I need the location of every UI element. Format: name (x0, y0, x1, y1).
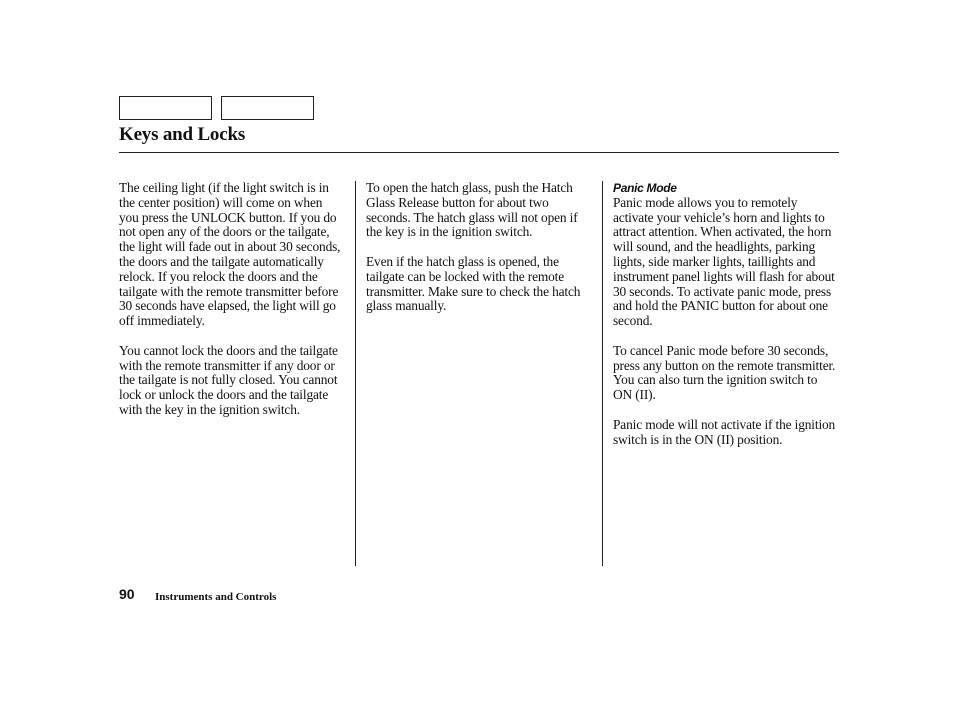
page-title: Keys and Locks (119, 124, 246, 145)
previous-page-button[interactable] (119, 96, 212, 120)
text-column-2 (366, 181, 596, 329)
paragraph-hatch-opened: Even if the hatch glass is opened, the tailgate can be locked with the remote transmitter. Make sure to check the hatch glass manually. (366, 253, 581, 314)
paragraph-ceiling-light: The ceiling light (if the light switch is in the center position) will come on when you press the UNLOCK button. If you do not open any of the doors or the tailgate, the light will fade out in about 30 seconds, the doors and the tailgate automatically relock. If you relock the doors and the tailgate with the remote transmitter before 30 seconds have elapsed, the light will go off immediately. (119, 180, 341, 329)
subheading-panic-mode: Panic Mode (613, 181, 677, 195)
paragraph-panic-mode: Panic mode allows you to remotely activate your vehicle’s horn and lights to attract attention. When activated, the horn will sound, and the headlights, parking lights, side marker lights, taillights and instrument panel lights will flash for about 30 seconds. To activate panic mode, press and hold the PANIC button for about one second. (613, 194, 835, 329)
page-number: 90 (119, 586, 135, 602)
paragraph-panic-not-activate: Panic mode will not activate if the ignition switch is in the ON (II) position. (613, 416, 836, 447)
title-divider (119, 152, 839, 153)
column-divider (602, 181, 603, 566)
footer-section-title: Instruments and Controls (155, 591, 277, 603)
column-divider (355, 181, 356, 566)
next-page-button[interactable] (221, 96, 314, 120)
paragraph-cancel-panic: To cancel Panic mode before 30 seconds, press any button on the remote transmitter. You can also turn the ignition switch to ON (II). (613, 342, 836, 403)
paragraph-open-hatch: To open the hatch glass, push the Hatch Glass Release button for about two seconds. The hatch glass will not open if the key is in the ignition switch. (366, 180, 578, 240)
text-column-1 (119, 181, 344, 433)
paragraph-cannot-lock: You cannot lock the doors and the tailgate with the remote transmitter if any door or the tailgate is not fully closed. You cannot lock or unlock the doors and the tailgate with the key in the ignition switch. (119, 342, 338, 417)
text-column-3 (613, 181, 837, 462)
